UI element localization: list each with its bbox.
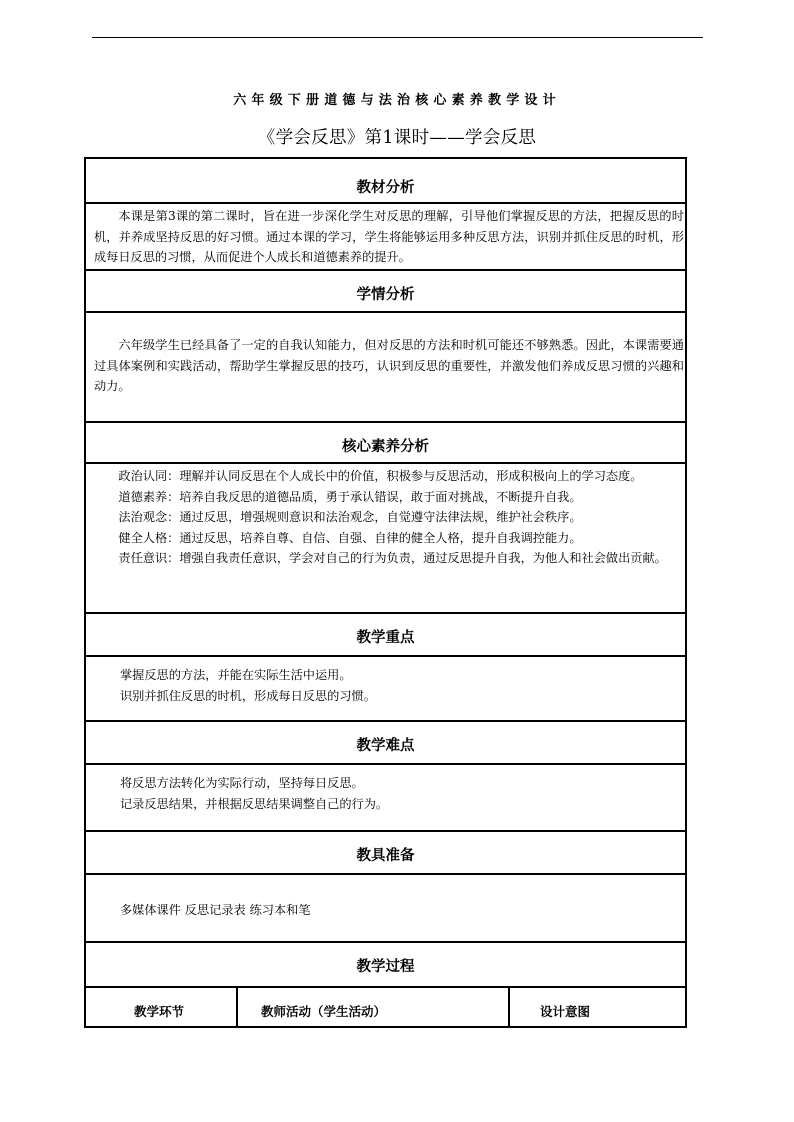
divider [86, 202, 685, 204]
column-divider [236, 986, 238, 1028]
core-literacy-heading: 核心素养分析 [342, 439, 429, 455]
divider [86, 462, 685, 464]
materials-text [120, 900, 311, 921]
divider [86, 421, 685, 423]
paragraph: 法治观念：通过反思，增强规则意识和法治观念，自觉遵守法律法规，维护社会秩序。 [118, 510, 582, 525]
paragraph: 政治认同：理解并认同反思在个人成长中的价值，积极参与反思活动，形成积极向上的学习态度。 [118, 469, 643, 483]
materials-line: 多媒体课件 反思记录表 练习本和笔 [120, 903, 311, 917]
column-header-design-intent: 设计意图 [540, 1004, 591, 1019]
divider [86, 655, 685, 657]
materials-heading: 教具准备 [356, 848, 415, 864]
divider [86, 986, 685, 988]
difficult-points-heading: 教学难点 [356, 738, 415, 754]
column-header-stage: 教学环节 [134, 1004, 185, 1019]
process-heading: 教学过程 [356, 959, 415, 975]
paragraph: 健全人格：通过反思，培养自尊、自信、自强、自律的健全人格，提升自我调控能力。 [118, 530, 582, 545]
student-analysis-heading: 学情分析 [356, 287, 415, 303]
material-analysis-text [94, 206, 684, 268]
paragraph: 责任意识：增强自我责任意识，学会对自己的行为负责，通过反思提升自我，为他人和社会做出贡献。 [118, 551, 667, 566]
difficult-point-line: 记录反思结果，并根据反思结果调整自己的行为。 [120, 796, 389, 811]
divider [86, 311, 685, 313]
material-analysis-heading: 教材分析 [356, 180, 415, 196]
divider [86, 763, 685, 765]
column-header-teacher-activity: 教师活动（学生活动） [261, 1004, 387, 1019]
paragraph: 道德素养：培养自我反思的道德品质，勇于承认错误，敢于面对挑战，不断提升自我。 [118, 489, 582, 504]
divider [86, 941, 685, 943]
difficult-point-line: 将反思方法转化为实际行动，坚持每日反思。 [120, 776, 364, 790]
divider [86, 269, 685, 271]
key-points-text [120, 665, 376, 706]
key-point-line: 掌握反思的方法，并能在实际生活中运用。 [120, 668, 352, 682]
divider [86, 830, 685, 832]
divider [86, 720, 685, 722]
student-analysis-text [94, 335, 684, 397]
paragraph: 六年级学生已经具备了一定的自我认知能力，但对反思的方法和时机可能还不够熟悉。因此，本课需要通过具体案例和实践活动，帮助学生掌握反思的技巧，认识到反思的重要性，并激发他们养成反思习惯的兴趣和动力。 [94, 338, 684, 394]
divider [86, 873, 685, 875]
lesson-plan-table [84, 157, 687, 1028]
header-rule [92, 37, 703, 38]
key-point-line: 识别并抓住反思的时机，形成每日反思的习惯。 [120, 688, 376, 703]
core-literacy-text [94, 466, 684, 569]
key-points-heading: 教学重点 [356, 630, 415, 646]
lesson-title: 《学会反思》第1课时——学会反思 [257, 128, 537, 148]
difficult-points-text [120, 773, 388, 814]
paragraph: 本课是第3课的第二课时，旨在进一步深化学生对反思的理解，引导他们掌握反思的方法，把握反思的时机，并养成坚持反思的好习惯。通过本课的学习，学生将能够运用多种反思方法，识别并抓住反思的时机，形成每日反思的习惯，从而促进个人成长和道德素养的提升。 [94, 209, 684, 265]
divider [86, 612, 685, 614]
document-title: 六年级下册道德与法治核心素养教学设计 [233, 93, 561, 108]
column-divider [508, 986, 510, 1028]
